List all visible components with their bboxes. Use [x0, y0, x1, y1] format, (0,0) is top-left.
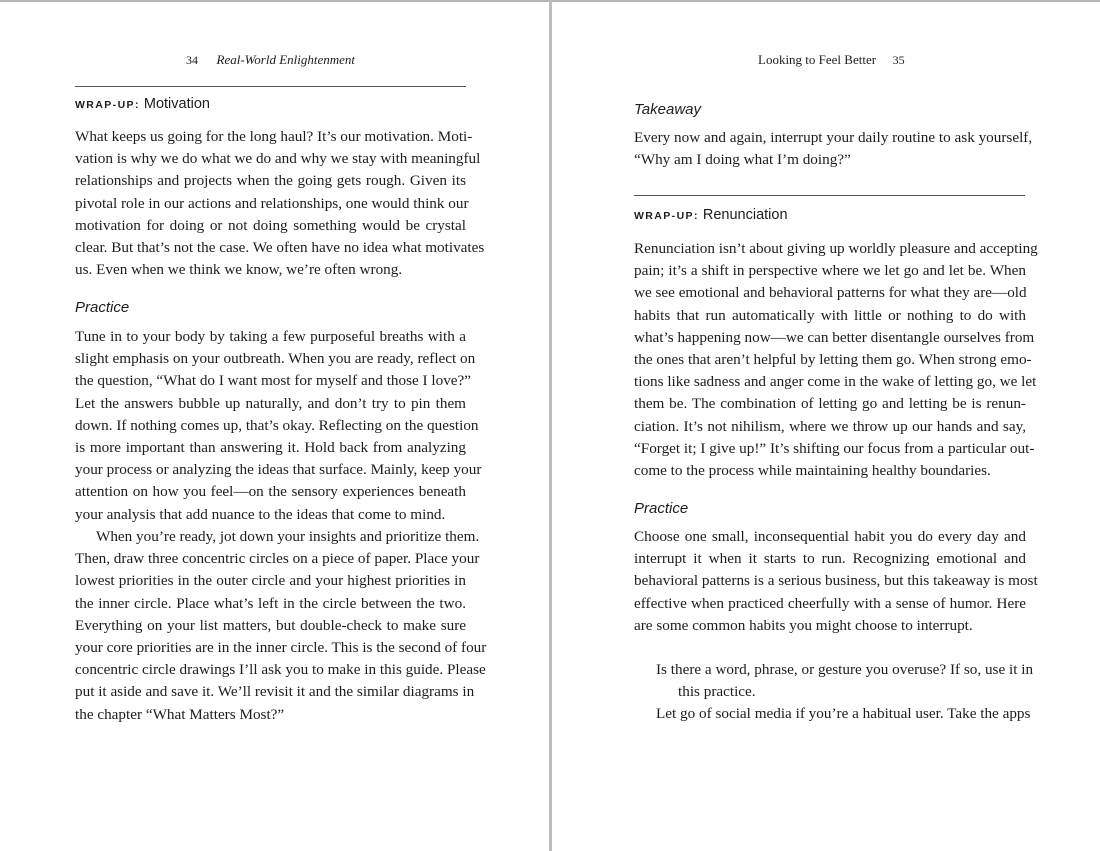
text-line: the inner circle. Place what’s left in the circle between the two. — [75, 594, 466, 612]
text-line: slight emphasis on your outbreath. When you are ready, reflect on — [75, 350, 476, 368]
wrapup-title: Renunciation — [702, 207, 788, 223]
text-line: What keeps us going for the long haul? It’s our motivation. Moti- — [75, 128, 473, 145]
wrapup-title: Motivation — [143, 96, 210, 112]
text-line: clear. But that’s not the case. We often have no idea what motivates — [75, 238, 485, 256]
practice-paragraph — [634, 526, 1038, 637]
takeaway-paragraph — [634, 127, 1033, 171]
practice-heading: Practice — [75, 299, 130, 316]
text-line: us. Even when we think we know, we’re often wrong. — [75, 261, 403, 279]
book-title: Real-World Enlightenment — [216, 52, 356, 67]
header-rule — [75, 86, 466, 87]
text-line: put it aside and save it. We’ll revisit it and the similar diagrams in — [75, 683, 475, 701]
left-page-header — [186, 52, 355, 68]
left-page-number: 34 — [186, 53, 198, 67]
text-line: effective when practiced cheerfully with a sense of humor. Here — [634, 594, 1026, 612]
text-line: Let the answers bubble up naturally, and don’t try to pin them — [75, 394, 466, 412]
text-line: interrupt it when it starts to run. Recognizing emotional and — [634, 550, 1026, 568]
text-line: what’s happening now—we can better disentangle ourselves from — [634, 328, 1035, 346]
list-item: Is there a word, phrase, or gesture you overuse? If so, use it in — [656, 661, 1034, 678]
text-line: Everything on your list matters, but double-check to make sure — [75, 616, 466, 634]
text-line: come to the process while maintaining healthy boundaries. — [634, 461, 991, 479]
text-line: “Why am I doing what I’m doing?” — [634, 151, 851, 169]
text-line: ciation. It’s not nihilism, where we throw up our hands and say, — [634, 417, 1026, 435]
text-line: Choose one small, inconsequential habit you do every day and — [634, 528, 1026, 545]
takeaway-heading: Takeaway — [634, 101, 701, 118]
wrapup-label: WRAP-UP: — [634, 210, 699, 222]
text-line: vation is why we do what we do and why we stay with meaningful — [75, 150, 481, 168]
text-line: we see emotional and behavioral patterns for what they are—old — [634, 284, 1027, 302]
text-line: habits that run automatically with little or nothing to do with — [634, 306, 1026, 324]
text-line: motivation for doing or not doing something would be crystal — [75, 216, 466, 234]
text-line: concentric circle drawings I’ll ask you to make in this guide. Please — [75, 661, 486, 679]
text-line: down. If nothing comes up, that’s okay. Reflecting on the question — [75, 416, 479, 434]
right-page — [552, 2, 1100, 851]
text-line: pain; it’s a shift in perspective where we let go and let be. When — [634, 262, 1026, 280]
text-line: Tune in to your body by taking a few purposeful breaths with a — [75, 328, 466, 345]
practice-paragraph-2 — [75, 526, 487, 726]
text-line: “Forget it; I give up!” It’s shifting our focus from a particular out- — [634, 439, 1035, 457]
motivation-paragraph — [75, 126, 485, 281]
wrapup-heading-renunciation — [634, 206, 788, 225]
wrapup-label: WRAP-UP: — [75, 99, 140, 111]
text-line: Then, draw three concentric circles on a piece of paper. Place your — [75, 550, 480, 568]
text-line: your core priorities are in the inner circle. This is the second of four — [75, 638, 487, 656]
text-line: the question, “What do I want most for myself and those I love?” — [75, 372, 472, 390]
text-line: the chapter “What Matters Most?” — [75, 705, 285, 723]
text-line: the ones that aren’t helpful by letting them go. When strong emo- — [634, 350, 1032, 368]
renunciation-paragraph — [634, 238, 1038, 482]
list-item: Let go of social media if you’re a habitual user. Take the apps — [656, 705, 1031, 723]
right-page-number: 35 — [892, 53, 905, 67]
right-page-header — [758, 52, 905, 68]
habit-list — [656, 659, 1034, 726]
section-rule — [634, 195, 1025, 196]
chapter-title: Looking to Feel Better — [758, 52, 877, 67]
text-line: When you’re ready, jot down your insights and prioritize them. — [96, 528, 480, 545]
text-line: them be. The combination of letting go and letting be is renun- — [634, 395, 1026, 413]
text-line: your analysis that add nuance to the ideas that come to mind. — [75, 505, 446, 523]
text-line: Every now and again, interrupt your daily routine to ask yourself, — [634, 129, 1033, 146]
text-line: lowest priorities in the outer circle and your highest priorities in — [75, 572, 466, 590]
text-line: your process or analyzing the ideas that surface. Mainly, keep your — [75, 461, 482, 479]
text-line: behavioral patterns is a serious business, but this takeaway is most — [634, 572, 1038, 590]
text-line: relationships and projects when the going gets rough. Given its — [75, 172, 466, 190]
text-line: attention on how you feel—on the sensory experiences beneath — [75, 483, 466, 501]
text-line: Renunciation isn’t about giving up worldly pleasure and accepting — [634, 240, 1038, 257]
left-page — [0, 2, 549, 851]
text-line: are some common habits you might choose to interrupt. — [634, 616, 973, 634]
practice-paragraph-1 — [75, 326, 482, 526]
practice-heading: Practice — [634, 500, 689, 517]
text-line: pivotal role in our actions and relationships, one would think our — [75, 194, 469, 212]
text-line: is more important than answering it. Hold back from analyzing — [75, 438, 466, 456]
list-item-continuation: this practice. — [678, 683, 756, 701]
text-line: tions like sadness and anger come in the wake of letting go, we let — [634, 373, 1037, 391]
wrapup-heading-motivation — [75, 95, 210, 114]
